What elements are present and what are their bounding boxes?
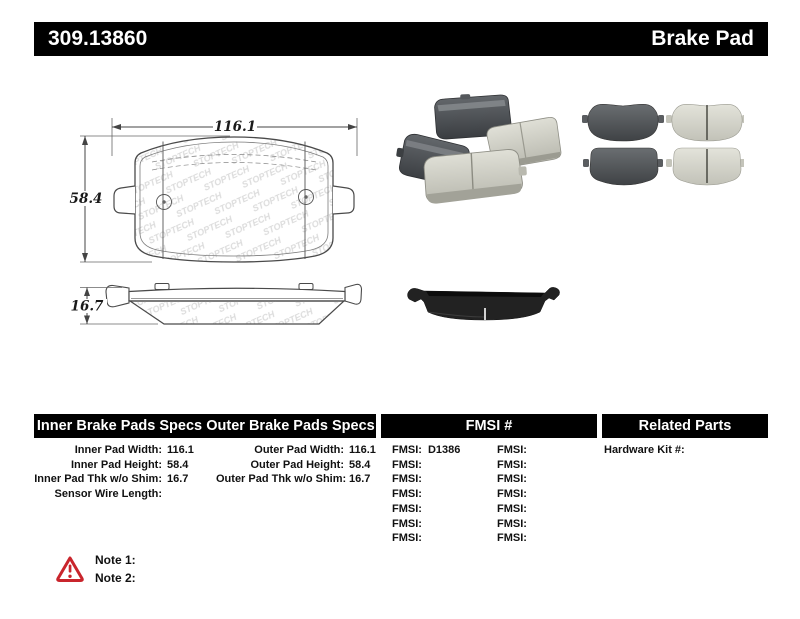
spec-row xyxy=(216,472,376,487)
spec-label: Sensor Wire Length: xyxy=(54,488,162,501)
related-part-row xyxy=(604,443,691,458)
fmsi-label: FMSI: xyxy=(392,517,422,530)
spec-row xyxy=(34,487,194,502)
outer-specs-header: Outer Brake Pads Specs xyxy=(206,418,375,434)
fmsi-row xyxy=(392,487,460,502)
fmsi-row xyxy=(497,487,533,502)
pad-edge-photo xyxy=(404,282,564,326)
fmsi-row xyxy=(392,472,460,487)
outer-specs-column xyxy=(216,443,376,487)
spec-label: Inner Pad Thk w/o Shim: xyxy=(34,473,162,486)
fmsi-label: FMSI: xyxy=(392,532,422,545)
specs-header-bar xyxy=(34,414,376,438)
fmsi-row xyxy=(392,502,460,517)
fmsi-row xyxy=(392,531,460,546)
fmsi-row xyxy=(497,531,533,546)
notes-block xyxy=(95,551,136,587)
fmsi-column-2 xyxy=(497,443,533,546)
fmsi-label: FMSI: xyxy=(497,532,527,545)
fmsi-label: FMSI: xyxy=(392,458,422,471)
pad-front-view xyxy=(114,137,354,262)
spec-value: 116.1 xyxy=(349,444,376,456)
technical-drawing xyxy=(55,85,390,340)
fmsi-row xyxy=(497,472,533,487)
spec-value: 58.4 xyxy=(167,458,189,471)
spec-value xyxy=(162,487,167,502)
related-parts-header-bar xyxy=(602,414,768,438)
spec-row xyxy=(34,458,194,473)
fmsi-row xyxy=(497,517,533,532)
fmsi-label: FMSI: xyxy=(497,444,527,456)
fmsi-label: FMSI: xyxy=(497,458,527,471)
fmsi-label: FMSI: xyxy=(497,488,527,501)
fmsi-row xyxy=(392,443,460,458)
spec-row xyxy=(34,443,194,458)
note-line: Note 1: xyxy=(95,553,136,567)
page-title: Brake Pad xyxy=(651,27,754,50)
fmsi-label: FMSI: xyxy=(392,473,422,486)
related-parts-column xyxy=(604,443,691,458)
spec-row xyxy=(216,443,376,458)
note-line: Note 2: xyxy=(95,571,136,585)
pad-back-plate-top-left xyxy=(582,104,664,141)
spec-label: Outer Pad Height: xyxy=(250,458,344,471)
spec-row xyxy=(216,458,376,473)
width-dim-label: 116.1 xyxy=(213,119,257,135)
fmsi-value: D1386 xyxy=(427,444,461,456)
header-bar xyxy=(34,22,768,56)
fmsi-label: FMSI: xyxy=(392,502,422,515)
pad-friction-bottom-right xyxy=(666,148,744,185)
spec-label: Inner Pad Width: xyxy=(74,444,162,456)
spec-value: 16.7 xyxy=(349,473,371,486)
related-parts-header: Related Parts xyxy=(638,418,732,434)
fmsi-row xyxy=(392,517,460,532)
fmsi-column-1 xyxy=(392,443,460,546)
pad-photo-light-front xyxy=(423,148,528,204)
related-part-label: Hardware Kit #: xyxy=(604,444,685,456)
spec-value: 58.4 xyxy=(349,458,371,471)
inner-specs-header: Inner Brake Pads Specs xyxy=(36,418,203,434)
pad-back-plate-bottom-left xyxy=(583,148,663,185)
fmsi-row xyxy=(392,458,460,473)
pad-edge-view xyxy=(106,284,362,325)
fmsi-label: FMSI: xyxy=(497,473,527,486)
fmsi-row xyxy=(497,502,533,517)
fmsi-row xyxy=(497,443,533,458)
height-dim-label: 58.4 xyxy=(69,191,103,207)
fmsi-header: FMSI # xyxy=(465,418,513,434)
fmsi-label: FMSI: xyxy=(392,444,422,456)
spec-label: Inner Pad Height: xyxy=(70,458,162,471)
spec-value: 116.1 xyxy=(167,444,194,456)
spec-row xyxy=(34,472,194,487)
spec-label: Outer Pad Thk w/o Shim: xyxy=(216,473,347,486)
fmsi-label: FMSI: xyxy=(497,517,527,530)
pad-friction-top-right xyxy=(666,104,744,141)
spec-label: Outer Pad Width: xyxy=(254,444,344,456)
spec-value: 16.7 xyxy=(167,473,189,486)
fmsi-label: FMSI: xyxy=(392,488,422,501)
inner-specs-column xyxy=(34,443,194,502)
thickness-dim-label: 16.7 xyxy=(70,298,104,315)
fmsi-header-bar xyxy=(381,414,597,438)
fmsi-label: FMSI: xyxy=(497,502,527,515)
pad-set-perspective-photo xyxy=(395,92,567,208)
warning-triangle-icon xyxy=(56,555,84,582)
pad-set-flat-photo xyxy=(580,97,744,189)
fmsi-row xyxy=(497,458,533,473)
part-number: 309.13860 xyxy=(48,27,148,50)
